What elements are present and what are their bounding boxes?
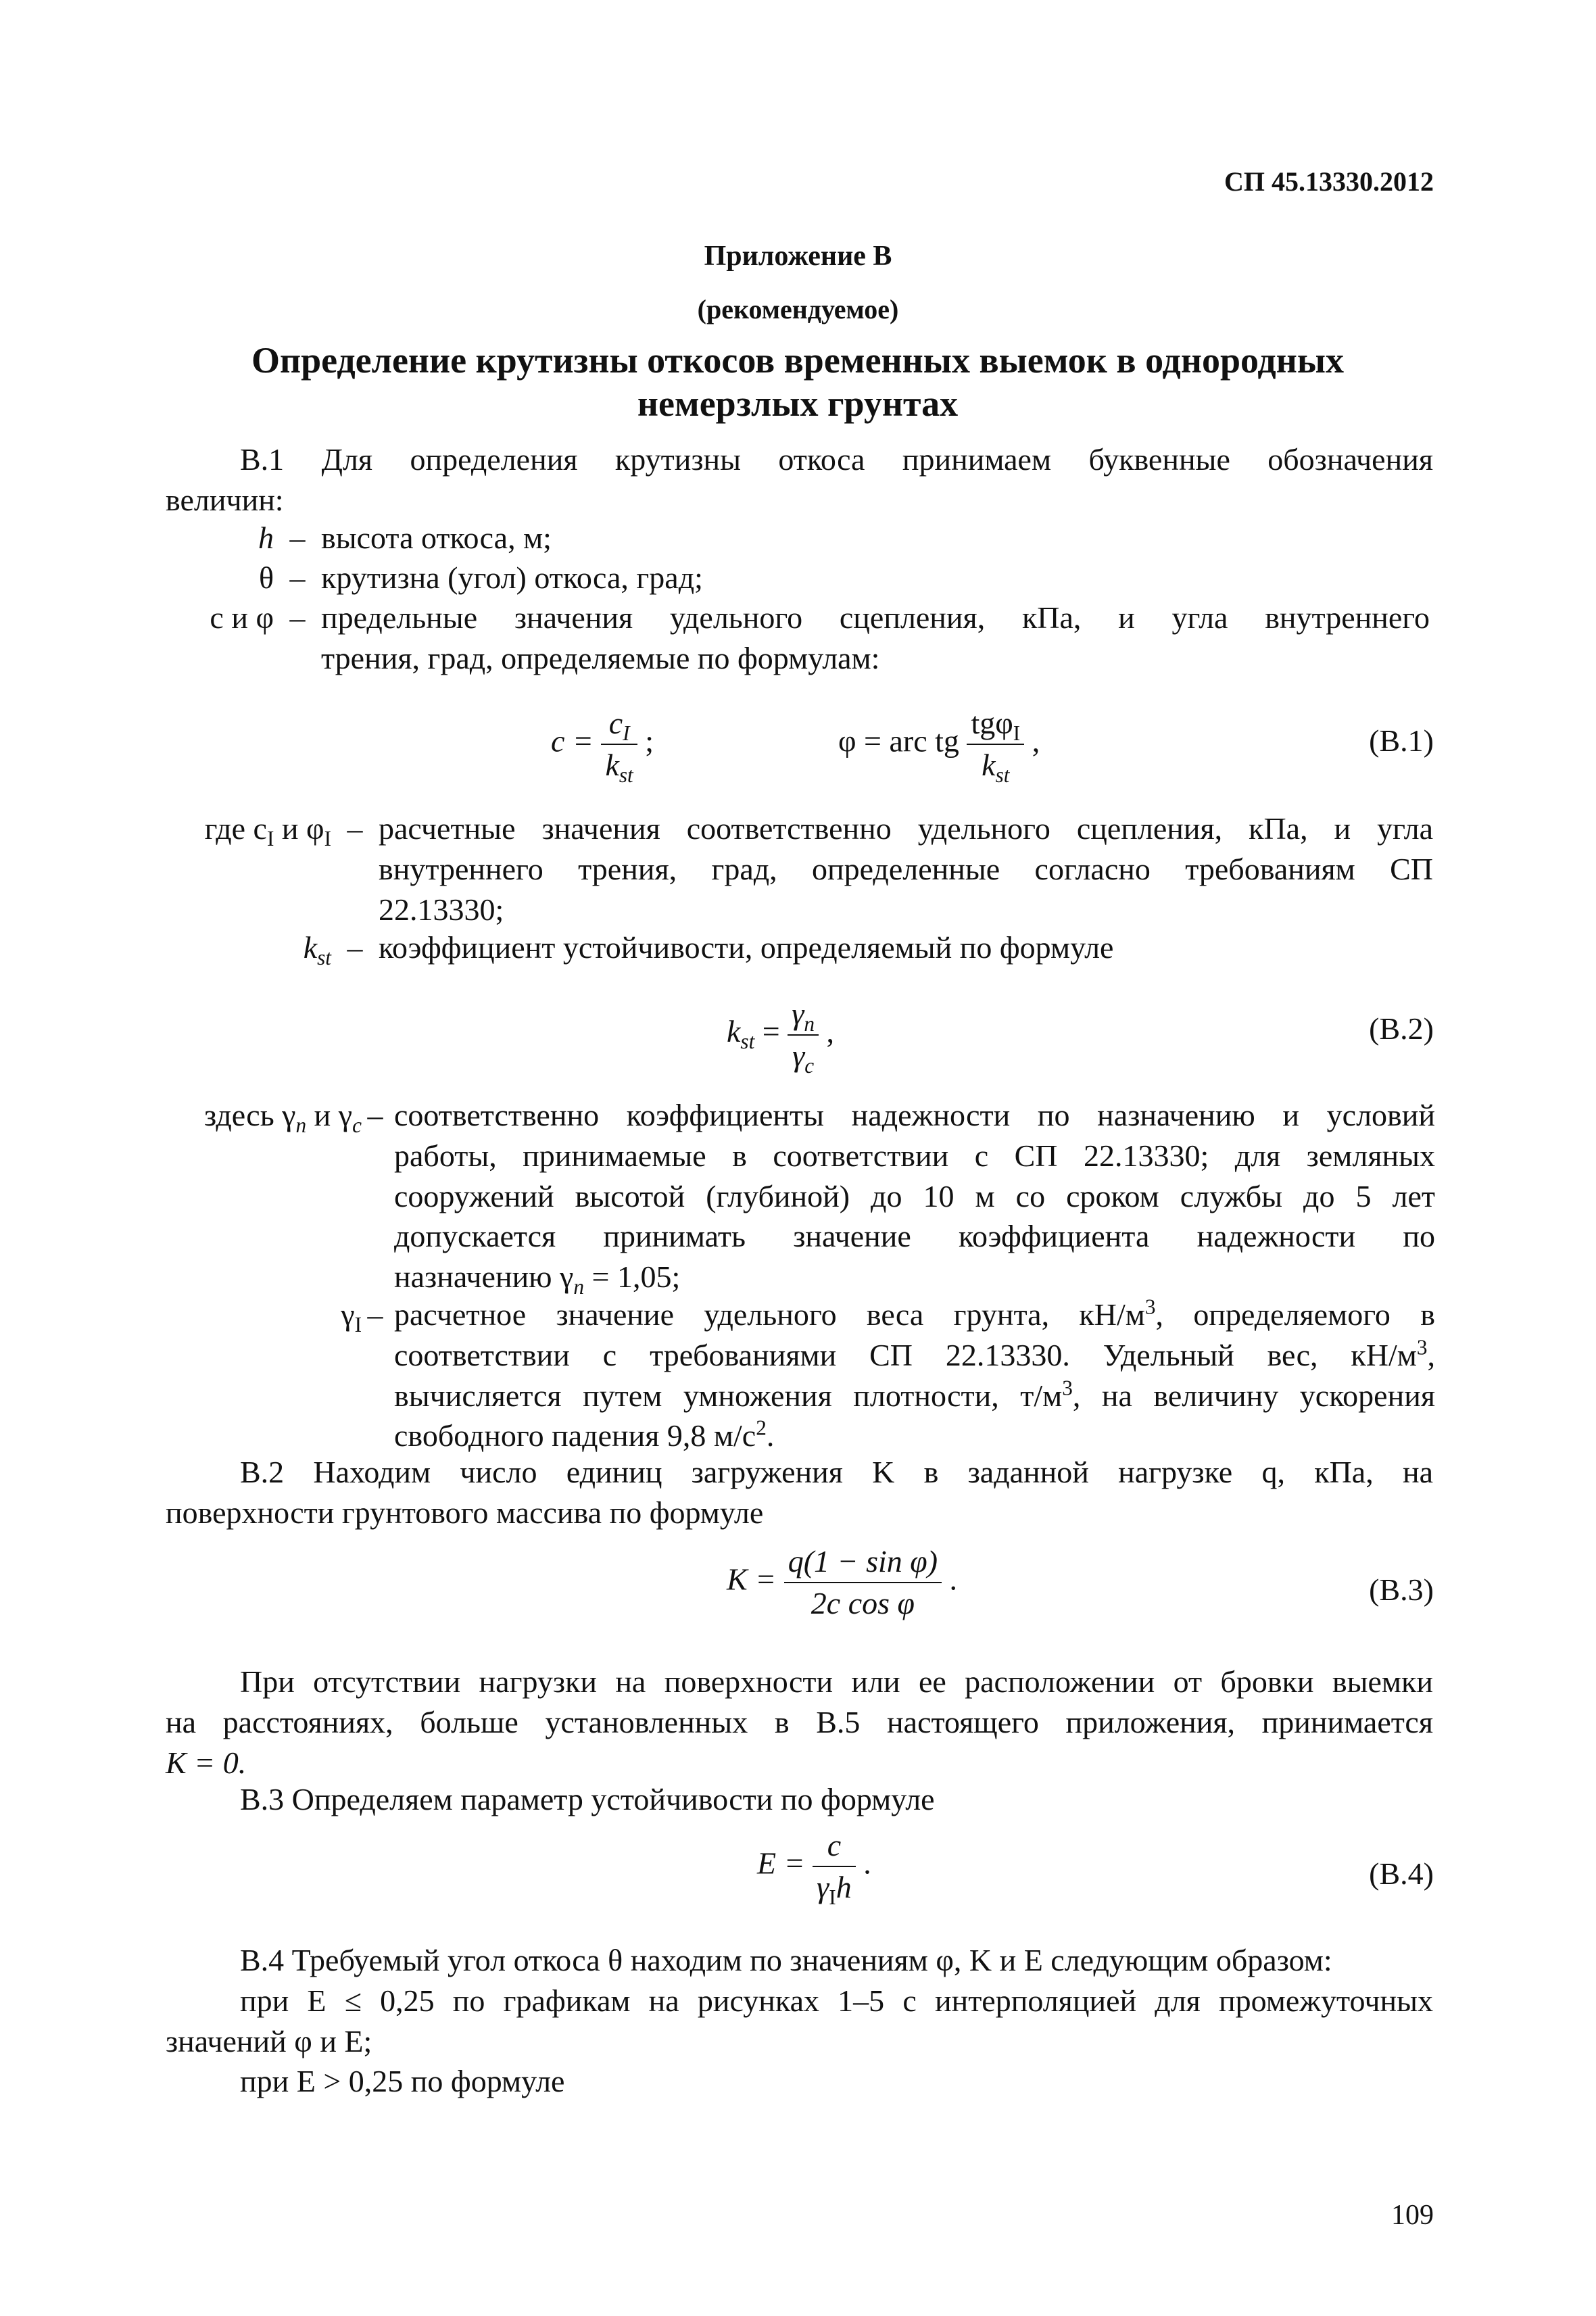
- equation-number-b4: (В.4): [1369, 1856, 1434, 1891]
- formula-kst-denominator: $\gamma_c$: [792, 1038, 815, 1078]
- formula-e-denominator: $\gamma_Ih$: [817, 1869, 852, 1909]
- formula-phi: [838, 703, 1040, 786]
- annex-title: [203, 339, 1393, 425]
- formula-kst: [727, 994, 834, 1076]
- def-text-gamma1-line-2: соответствии с требованиями СП 22.13330. Удельный вес, $кН/м^3$,: [394, 1335, 1435, 1372]
- b4-line-1: В.4 Требуемый угол откоса θ находим по значениям φ, K и E следующим образом:: [240, 1943, 1332, 1977]
- b2-line-2: поверхности грунтового массива по формуле: [166, 1495, 764, 1530]
- def-text-gamma-line-3: сооружений высотой (глубиной) до 10 м со сроком службы до 5 лет: [394, 1178, 1435, 1213]
- formula-e-separator: .: [863, 1845, 871, 1881]
- b2-paragraph: [166, 1452, 1433, 1533]
- def-row-theta: [166, 558, 703, 598]
- page-number: 109: [1391, 2200, 1434, 2231]
- formula-kst-fraction: [788, 994, 819, 1076]
- annex-title-line-2: немерзлых грунтах: [637, 383, 959, 424]
- b2-note-line-2: на расстояниях, больше установленных в В.5 настоящего приложения, принимается: [166, 1704, 1433, 1739]
- equation-number-b3: (В.3): [1369, 1572, 1434, 1607]
- formula-kst-separator: ,: [826, 1014, 835, 1049]
- def-dash: –: [289, 560, 306, 595]
- formula-phi-separator: ,: [1032, 723, 1040, 758]
- def-text-ci-phii-line-3: 22.13330;: [379, 892, 504, 927]
- def-symbol-h: h: [258, 521, 274, 555]
- formula-k-fraction: [784, 1541, 942, 1624]
- def-dash: –: [289, 521, 306, 555]
- def-text-c-phi: [321, 598, 1430, 679]
- formula-k: [727, 1541, 957, 1624]
- def-text-c-phi-line-2: трения, град, определяемые по формулам:: [321, 640, 880, 675]
- formula-k-numerator: q(1 − sin φ): [784, 1541, 942, 1583]
- formula-c-lhs: c =: [551, 723, 594, 758]
- def-symbol-kst: $k_{st}$: [303, 930, 331, 970]
- b4-line-4: при E > 0,25 по формуле: [240, 2064, 565, 2099]
- equation-number-b2: (В.2): [1369, 1011, 1434, 1046]
- def-symbol-gamma-n-c: здесь $\gamma_n$ и $\gamma_c$: [203, 1098, 362, 1138]
- def-row-c-phi: [166, 598, 1430, 679]
- formula-kst-numerator: $\gamma_n$: [788, 994, 819, 1036]
- def-text-ci-phii-line-1: расчетные значения соответственно удельного сцепления, кПа, и угла: [379, 811, 1433, 846]
- b3-line-1: В.3 Определяем параметр устойчивости по формуле: [240, 1782, 935, 1816]
- formula-e-lhs: E =: [757, 1845, 805, 1881]
- def-symbol-theta: θ: [258, 560, 274, 595]
- def-text-gamma1: [389, 1295, 1435, 1456]
- def-symbol-ci-phii: где $c_I$ и $\varphi_I$: [204, 811, 331, 851]
- b2-line-1: В.2 Находим число единиц загружения K в заданной нагрузке q, кПа, на: [240, 1455, 1433, 1489]
- formula-k-denominator: 2c cos φ: [811, 1585, 915, 1620]
- document-id: СП 45.13330.2012: [1224, 166, 1434, 197]
- def-dash: –: [347, 811, 363, 846]
- formula-kst-lhs: $k_{st}$ =: [727, 1014, 780, 1054]
- b2-note-line-1: При отсутствии нагрузки на поверхности или ее расположении от бровки выемки: [240, 1664, 1433, 1699]
- annex-status: (рекомендуемое): [697, 294, 899, 324]
- def-text-gamma-line-2: работы, принимаемые в соответствии с СП 22.13330; для земляных: [394, 1138, 1435, 1173]
- formula-c-fraction: [601, 703, 637, 786]
- formula-c-separator: ;: [645, 723, 654, 758]
- def-text-gamma1-line-3: вычисляется путем умножения плотности, $т/м^3$, на величину ускорения: [394, 1376, 1435, 1413]
- def-dash: –: [367, 1297, 383, 1332]
- formula-c-denominator: $k_{st}$: [605, 747, 633, 787]
- b1-intro: [166, 439, 1433, 521]
- formula-c: [551, 703, 654, 786]
- formula-k-lhs: K =: [727, 1562, 777, 1597]
- annex-title-line-1: Определение крутизны откосов временных выемок в однородных: [251, 340, 1345, 381]
- b4-line-3: значений φ и E;: [166, 2023, 372, 2058]
- def-row-h: [166, 518, 552, 558]
- def-dash: –: [289, 600, 306, 635]
- def-text-kst: коэффициент устойчивости, определяемый по формуле: [379, 930, 1114, 965]
- def-text-gamma1-line-1: расчетное значение удельного веса грунта, $кН/м^3$, определяемого в: [394, 1295, 1435, 1332]
- b3-paragraph: [166, 1779, 1433, 1820]
- b1-intro-line-1: В.1 Для определения крутизны откоса принимаем буквенные обозначения: [240, 442, 1433, 477]
- formula-k-separator: .: [949, 1562, 958, 1597]
- def-row-kst: [166, 927, 1113, 968]
- b1-intro-line-2: величин:: [166, 482, 284, 517]
- def-text-ci-phii-line-2: внутреннего трения, град, определенные согласно требованиям СП: [379, 851, 1433, 886]
- formula-phi-fraction: [967, 703, 1024, 786]
- def-text-gamma-line-4: допускается принимать значение коэффициента надежности по: [394, 1219, 1435, 1254]
- def-text-h: высота откоса, м;: [321, 521, 552, 555]
- def-dash: –: [367, 1098, 383, 1132]
- formula-phi-denominator: $k_{st}$: [967, 744, 1024, 786]
- def-row-gamma1: [166, 1295, 1435, 1456]
- def-symbol-gamma1: $\gamma_I$: [341, 1297, 362, 1337]
- def-text-c-phi-line-1: предельные значения удельного сцепления, кПа, и угла внутреннего: [321, 600, 1430, 635]
- formula-phi-numerator: tgφ$_I$: [971, 706, 1021, 746]
- def-row-gamma-n-c: [166, 1095, 1435, 1297]
- def-text-gamma1-line-4: свободного падения 9,8 $м/с^2$.: [394, 1416, 775, 1453]
- def-text-theta: крутизна (угол) откоса, град;: [321, 560, 703, 595]
- b2-note: [166, 1662, 1433, 1783]
- def-text-gamma-line-1: соответственно коэффициенты надежности по назначению и условий: [394, 1098, 1435, 1132]
- formula-e-numerator: c: [813, 1825, 856, 1867]
- def-row-ci-phii: [166, 809, 1433, 930]
- def-text-gamma-n-c: [389, 1095, 1435, 1297]
- b2-note-line-3: K = 0.: [166, 1745, 247, 1780]
- def-text-gamma-line-5: назначению $\gamma_n = 1,05$;: [394, 1259, 681, 1299]
- formula-phi-lhs: φ = arc tg: [838, 723, 959, 758]
- formula-e-fraction: [813, 1825, 856, 1908]
- b4-line-2: при E ≤ 0,25 по графикам на рисунках 1–5 с интерполяцией для промежуточных: [240, 1983, 1433, 2018]
- annex-label: Приложение В: [704, 241, 892, 272]
- b4-paragraph: [166, 1940, 1433, 2102]
- def-text-ci-phii: [379, 809, 1433, 930]
- def-dash: –: [347, 930, 363, 965]
- formula-c-numerator: $c_I$: [601, 703, 637, 745]
- equation-number-b1: (В.1): [1369, 723, 1434, 758]
- formula-e: [757, 1825, 871, 1908]
- def-symbol-c-phi: c и φ: [210, 600, 274, 635]
